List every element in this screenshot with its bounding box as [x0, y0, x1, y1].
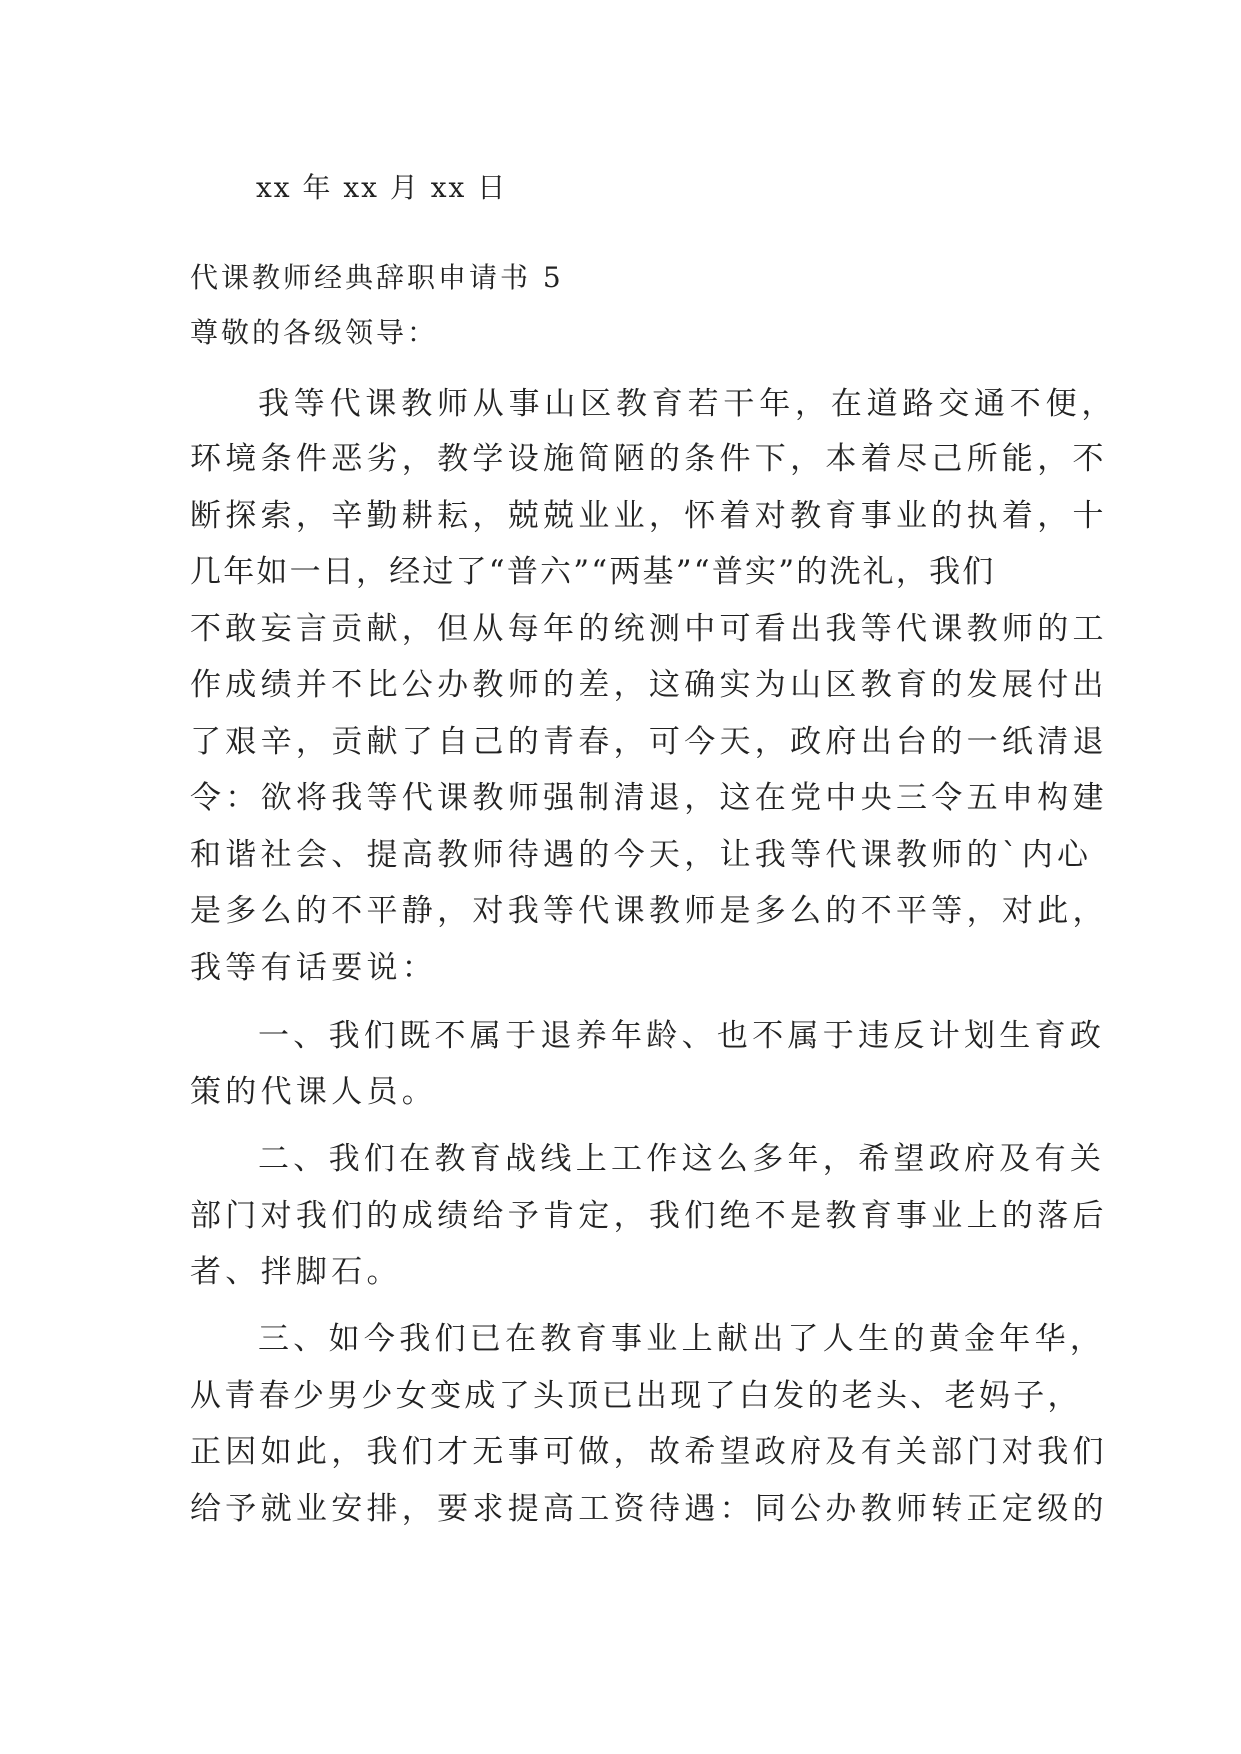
body-line: 二、我们在教育战线上工作这么多年，希望政府及有关 [258, 1141, 1106, 1177]
body-line: 断探索，辛勤耕耘，兢兢业业，怀着对教育事业的执着，十 [190, 498, 1108, 534]
body-line: 令：欲将我等代课教师强制清退，这在党中央三令五申构建 [190, 780, 1108, 816]
body-line: 了艰辛，贡献了自己的青春，可今天，政府出台的一纸清退 [190, 724, 1108, 760]
body-line: 是多么的不平静，对我等代课教师是多么的不平等，对此， [190, 893, 1108, 929]
body-line: 者、拌脚石。 [190, 1254, 402, 1290]
body-line: 正因如此，我们才无事可做，故希望政府及有关部门对我们 [190, 1434, 1108, 1470]
salutation: 尊敬的各级领导： [190, 316, 439, 349]
body-line: 作成绩并不比公办教师的差，这确实为山区教育的发展付出 [190, 667, 1108, 703]
body-line: 从青春少男少女变成了头顶已出现了白发的老头、老妈子， [190, 1378, 1082, 1414]
body-line: 三、如今我们已在教育事业上献出了人生的黄金年华， [258, 1321, 1106, 1357]
body-line: 策的代课人员。 [190, 1074, 438, 1110]
document-title: 代课教师经典辞职申请书 5 [190, 261, 564, 294]
body-line: 部门对我们的成绩给予肯定，我们绝不是教育事业上的落后 [190, 1198, 1108, 1234]
body-line: 给予就业安排，要求提高工资待遇：同公办教师转正定级的 [190, 1491, 1108, 1527]
body-line: 我等有话要说： [190, 950, 438, 986]
body-line: 一、我们既不属于退养年龄、也不属于违反计划生育政 [258, 1018, 1106, 1054]
body-line: 我等代课教师从事山区教育若干年，在道路交通不便， [258, 386, 1118, 422]
body-line: 和谐社会、提高教师待遇的今天，让我等代课教师的`内心 [190, 837, 1093, 873]
body-line: 不敢妄言贡献，但从每年的统测中可看出我等代课教师的工 [190, 611, 1108, 647]
date-line: xx 年 xx 月 xx 日 [256, 171, 508, 204]
body-line: 环境条件恶劣，教学设施简陋的条件下，本着尽己所能，不 [190, 441, 1108, 477]
body-line: 几年如一日，经过了“普六”“两基”“普实”的洗礼，我们 [190, 554, 996, 590]
